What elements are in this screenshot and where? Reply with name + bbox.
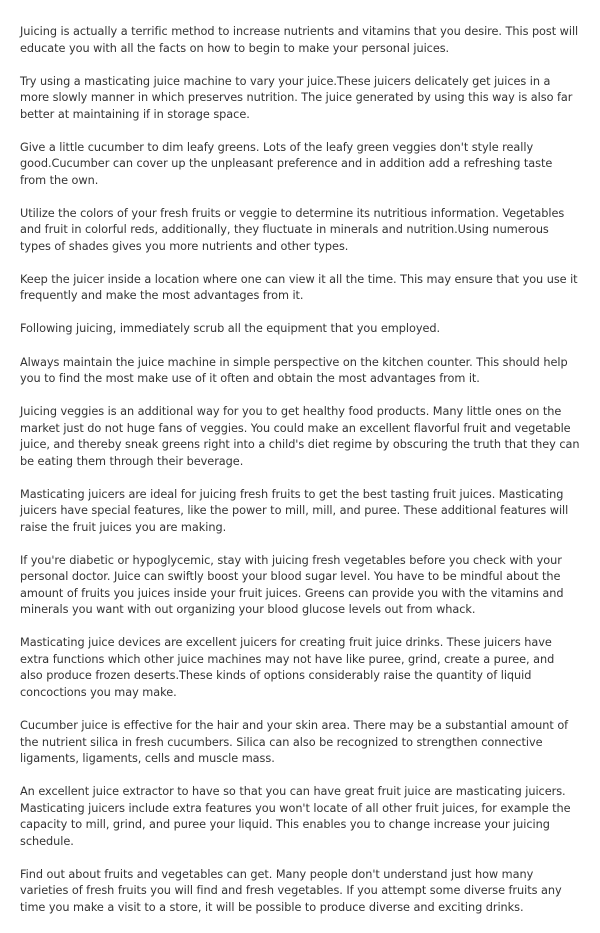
paragraph-masticating-devices: Masticating juice devices are excellent juicers for creating fruit juice drinks. These juicers have extra functions which other juice machines may not have like puree, grind, create a puree, and also produce frozen deserts.These kinds of options considerably raise the quantity of liquid concoctions you may make. [20, 636, 555, 699]
paragraph-masticating-vary: Try using a masticating juice machine to vary your juice.These juicers delicately get juices in a more slowly manner in which preserves nutrition. The juice generated by using this way is also far better at maintaining if in storage space. [20, 74, 573, 121]
paragraph-scrub-equipment: Following juicing, immediately scrub all the equipment that you employed. [20, 322, 441, 336]
paragraph-kitchen-counter: Always maintain the juice machine in simple perspective on the kitchen counter. This should help you to find the most make use of it often and obtain the most advantages from it. [20, 355, 568, 386]
paragraph-colors: Utilize the colors of your fresh fruits or veggie to determine its nutritious information. Vegetables and fruit in colorful reds, additionally, they fluctuate in minerals and nutrition.Using numerous types of shades gives you more nutrients and other types. [20, 206, 565, 253]
paragraph-juicer-location: Keep the juicer inside a location where one can view it all the time. This may ensure that you use it frequently and make the most advantages from it. [20, 272, 578, 303]
paragraph-juice-extractor: An excellent juice extractor to have so that you can have great fruit juice are masticating juicers. Masticating juicers include extra features you won't locate of all other fruit juices, for example the capacity to mill, grind, and puree your liquid. This enables you to change increase your juicing schedule. [20, 785, 571, 848]
article-body [20, 24, 580, 933]
paragraph-intro: Juicing is actually a terrific method to increase nutrients and vitamins that you desire. This post will educate you with all the facts on how to begin to make your personal juices. [20, 25, 579, 55]
paragraph-cucumber-greens: Give a little cucumber to dim leafy greens. Lots of the leafy green veggies don't style really good.Cucumber can cover up the unpleasant preference and in addition add a refreshing taste from the own. [20, 140, 553, 187]
paragraph-masticating-ideal: Masticating juicers are ideal for juicing fresh fruits to get the best tasting fruit juices. Masticating juicers have special features, like the power to mill, mill, and puree. These additional features will raise the fruit juices you are making. [20, 487, 569, 534]
paragraph-diabetic: If you're diabetic or hypoglycemic, stay with juicing fresh vegetables before you check with your personal doctor. Juice can swiftly boost your blood sugar level. You have to be mindful about the amount of fruits you juices inside your fruit juices. Greens can provide you with the vitamins and minerals you want with out organizing your blood glucose levels out from whack. [20, 553, 564, 617]
paragraph-find-out: Find out about fruits and vegetables can get. Many people don't understand just how many varieties of fresh fruits you will find and fresh vegetables. If you attempt some diverse fruits any time you make a visit to a store, it will be possible to produce diverse and exciting drinks. [20, 867, 562, 914]
paragraph-cucumber-juice: Cucumber juice is effective for the hair and your skin area. There may be a substantial amount of the nutrient silica in fresh cucumbers. Silica can also be recognized to strengthen connective ligaments, ligaments, cells and muscle mass. [20, 719, 569, 766]
paragraph-juicing-veggies: Juicing veggies is an additional way for you to get healthy food products. Many little ones on the market just do not huge fans of veggies. You could make an excellent flavorful fruit and vegetable juice, and thereby sneak greens right into a child's diet regime by obscuring the truth that they can be eating them through their beverage. [20, 405, 580, 468]
